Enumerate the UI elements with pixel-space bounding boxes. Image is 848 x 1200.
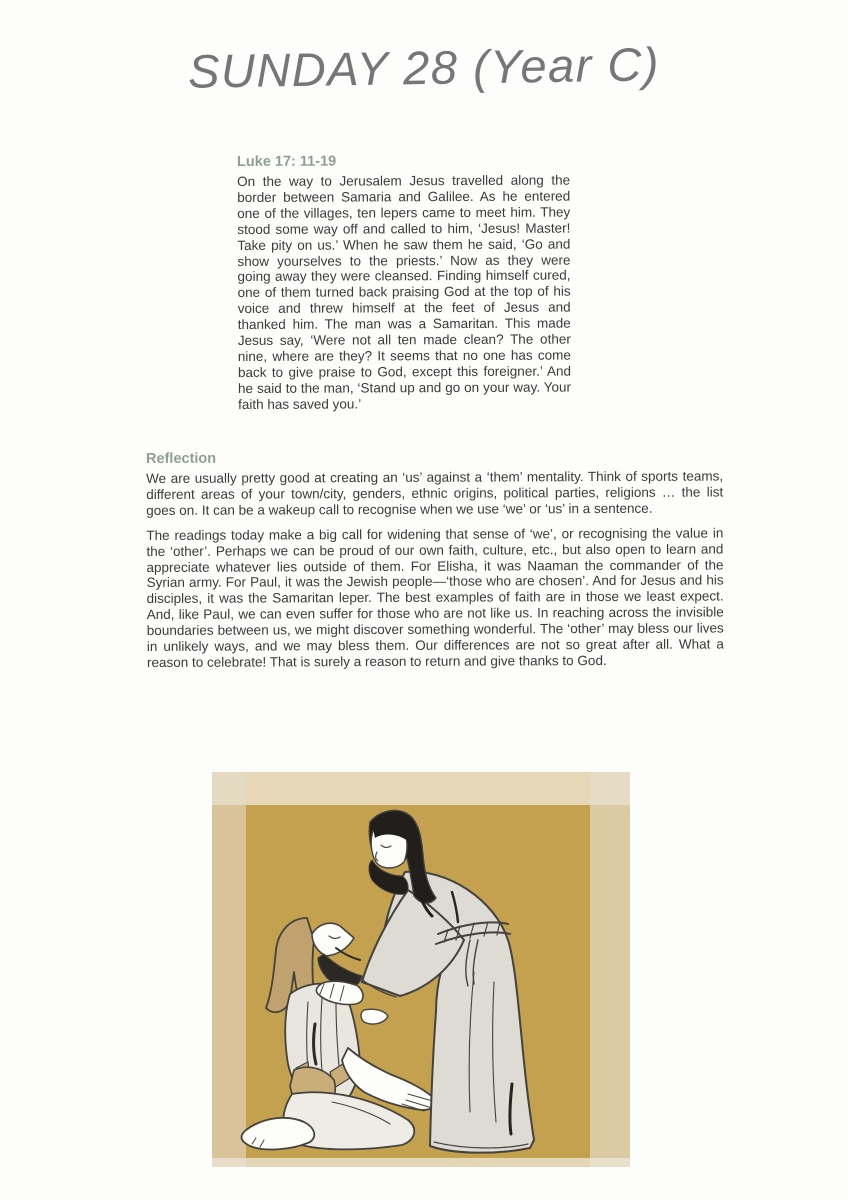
- gospel-reference-heading: Luke 17: 11-19: [237, 153, 337, 170]
- healing-scene-drawing: [212, 772, 630, 1167]
- reflection-section: [146, 448, 724, 679]
- reflection-heading: Reflection: [146, 450, 217, 467]
- reflection-paragraph-2: The readings today make a big call for widening that sense of ‘we’, or recognising the value in the ‘other’. Perhaps we can be proud of our own faith, culture, etc., but also open to learn and appreciate whatever lies outside of them. For Elisha, it was Naaman the commander of the Syrian army. For Paul, it was the Jewish people—‘those who are chosen’. And for Jesus and his disciples, it was the Samaritan leper. The best examples of faith are in those we least expect. And, like Paul, we can even suffer for those who are not like us. In reaching across the invisible boundaries between us, we might discover something wonderful. The ‘other’ may bless our lives in unlikely ways, and we may bless them. Our differences are not so great after all. What a reason to celebrate! That is surely a reason to return and give thanks to God.: [146, 525, 724, 670]
- gospel-text: On the way to Jerusalem Jesus travelled along the border between Samaria and Galilee. As he entered one of the villages, ten lepers came to meet him. They stood some way off and called to him, ‘Jesus! Master! Take pity on us.’ When he saw them he said, ‘Go and show yourselves to the priests.’ Now as they were going away they were cleansed. Finding himself cured, one of them turned back praising God at the top of his voice and threw himself at the feet of Jesus and thanked him. The man was a Samaritan. This made Jesus say, ‘Were not all ten made clean? The other nine, where are they? It seems that no one has come back to give praise to God, except this foreigner.’ And he said to the man, ‘Stand up and go on your way. Your faith has saved you.’: [237, 172, 572, 412]
- gospel-reading-section: [237, 153, 571, 413]
- illustration-jesus-healing-leper: [212, 772, 630, 1167]
- page-title: SUNDAY 28 (Year C): [187, 37, 661, 98]
- reflection-paragraph-1: We are usually pretty good at creating an ‘us’ against a ‘them’ mentality. Think of sports teams, different areas of your town/city, genders, ethnic origins, political parties, religions … the list goes on. It can be a wakeup call to recognise when we use ‘we’ or ‘us’ in a sentence.: [146, 468, 724, 518]
